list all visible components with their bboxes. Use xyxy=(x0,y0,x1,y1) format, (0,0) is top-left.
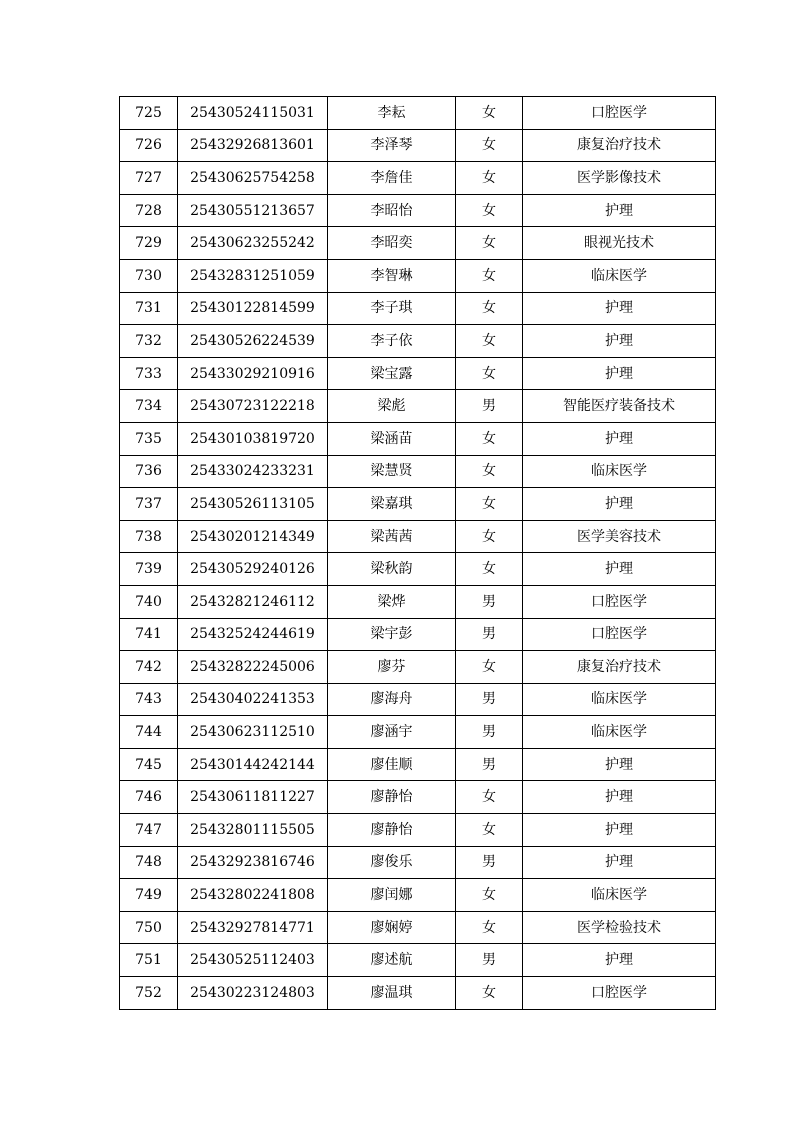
cell-name: 廖涵宇 xyxy=(328,716,456,749)
cell-number: 746 xyxy=(120,781,178,814)
cell-gender: 男 xyxy=(456,618,523,651)
cell-number: 742 xyxy=(120,651,178,684)
cell-name: 梁涵苗 xyxy=(328,422,456,455)
cell-exam-id: 25430525112403 xyxy=(178,944,328,977)
cell-number: 743 xyxy=(120,683,178,716)
cell-number: 750 xyxy=(120,911,178,944)
cell-exam-id: 25430103819720 xyxy=(178,422,328,455)
cell-exam-id: 25430611811227 xyxy=(178,781,328,814)
cell-number: 741 xyxy=(120,618,178,651)
cell-gender: 女 xyxy=(456,97,523,130)
cell-major: 医学影像技术 xyxy=(523,162,716,195)
table-row xyxy=(120,846,716,879)
cell-name: 李子依 xyxy=(328,325,456,358)
cell-major: 医学检验技术 xyxy=(523,911,716,944)
table-row xyxy=(120,227,716,260)
cell-gender: 女 xyxy=(456,259,523,292)
cell-exam-id: 25430623112510 xyxy=(178,716,328,749)
cell-major: 临床医学 xyxy=(523,683,716,716)
table-row xyxy=(120,683,716,716)
cell-gender: 女 xyxy=(456,357,523,390)
cell-major: 口腔医学 xyxy=(523,618,716,651)
cell-name: 廖闰娜 xyxy=(328,879,456,912)
table-row xyxy=(120,651,716,684)
cell-number: 729 xyxy=(120,227,178,260)
cell-name: 廖佳顺 xyxy=(328,748,456,781)
cell-exam-id: 25430526113105 xyxy=(178,488,328,521)
cell-major: 康复治疗技术 xyxy=(523,129,716,162)
table-row xyxy=(120,716,716,749)
cell-number: 734 xyxy=(120,390,178,423)
cell-name: 廖述航 xyxy=(328,944,456,977)
table-row xyxy=(120,422,716,455)
cell-number: 726 xyxy=(120,129,178,162)
cell-number: 735 xyxy=(120,422,178,455)
cell-major: 康复治疗技术 xyxy=(523,651,716,684)
cell-number: 747 xyxy=(120,814,178,847)
cell-major: 护理 xyxy=(523,194,716,227)
cell-exam-id: 25433024233231 xyxy=(178,455,328,488)
cell-number: 739 xyxy=(120,553,178,586)
cell-name: 廖静怡 xyxy=(328,814,456,847)
cell-gender: 女 xyxy=(456,911,523,944)
cell-number: 725 xyxy=(120,97,178,130)
table-row xyxy=(120,162,716,195)
cell-exam-id: 25430122814599 xyxy=(178,292,328,325)
cell-gender: 女 xyxy=(456,129,523,162)
cell-exam-id: 25430223124803 xyxy=(178,977,328,1010)
cell-major: 医学美容技术 xyxy=(523,520,716,553)
cell-name: 李昭怡 xyxy=(328,194,456,227)
table-row xyxy=(120,977,716,1010)
table-row xyxy=(120,553,716,586)
cell-gender: 男 xyxy=(456,683,523,716)
cell-major: 护理 xyxy=(523,292,716,325)
cell-exam-id: 25430402241353 xyxy=(178,683,328,716)
cell-gender: 男 xyxy=(456,716,523,749)
cell-major: 护理 xyxy=(523,781,716,814)
cell-exam-id: 25430526224539 xyxy=(178,325,328,358)
cell-major: 护理 xyxy=(523,422,716,455)
cell-gender: 女 xyxy=(456,781,523,814)
table-row xyxy=(120,455,716,488)
table-row xyxy=(120,781,716,814)
cell-number: 733 xyxy=(120,357,178,390)
cell-gender: 男 xyxy=(456,846,523,879)
cell-name: 廖芬 xyxy=(328,651,456,684)
cell-gender: 女 xyxy=(456,651,523,684)
cell-major: 护理 xyxy=(523,488,716,521)
cell-name: 李耘 xyxy=(328,97,456,130)
cell-number: 737 xyxy=(120,488,178,521)
cell-major: 护理 xyxy=(523,748,716,781)
cell-number: 748 xyxy=(120,846,178,879)
cell-major: 口腔医学 xyxy=(523,97,716,130)
cell-exam-id: 25432821246112 xyxy=(178,585,328,618)
cell-name: 廖温琪 xyxy=(328,977,456,1010)
cell-exam-id: 25430625754258 xyxy=(178,162,328,195)
cell-exam-id: 25432524244619 xyxy=(178,618,328,651)
cell-exam-id: 25432801115505 xyxy=(178,814,328,847)
cell-number: 732 xyxy=(120,325,178,358)
table-row xyxy=(120,585,716,618)
table-row xyxy=(120,879,716,912)
cell-number: 749 xyxy=(120,879,178,912)
cell-exam-id: 25433029210916 xyxy=(178,357,328,390)
cell-major: 口腔医学 xyxy=(523,585,716,618)
cell-exam-id: 25432923816746 xyxy=(178,846,328,879)
cell-gender: 女 xyxy=(456,325,523,358)
cell-exam-id: 25430529240126 xyxy=(178,553,328,586)
cell-major: 护理 xyxy=(523,944,716,977)
cell-number: 744 xyxy=(120,716,178,749)
cell-major: 护理 xyxy=(523,325,716,358)
cell-gender: 女 xyxy=(456,422,523,455)
cell-gender: 女 xyxy=(456,520,523,553)
cell-number: 728 xyxy=(120,194,178,227)
cell-exam-id: 25430723122218 xyxy=(178,390,328,423)
cell-gender: 女 xyxy=(456,227,523,260)
cell-name: 廖娴婷 xyxy=(328,911,456,944)
cell-gender: 女 xyxy=(456,814,523,847)
cell-gender: 男 xyxy=(456,390,523,423)
cell-name: 梁慧贤 xyxy=(328,455,456,488)
cell-name: 李子琪 xyxy=(328,292,456,325)
cell-gender: 男 xyxy=(456,944,523,977)
table-row xyxy=(120,292,716,325)
cell-major: 临床医学 xyxy=(523,879,716,912)
cell-number: 731 xyxy=(120,292,178,325)
cell-gender: 男 xyxy=(456,585,523,618)
table-row xyxy=(120,911,716,944)
cell-name: 梁宇彭 xyxy=(328,618,456,651)
table-row xyxy=(120,97,716,130)
cell-name: 李智琳 xyxy=(328,259,456,292)
cell-name: 廖海舟 xyxy=(328,683,456,716)
table-row xyxy=(120,618,716,651)
cell-exam-id: 25430524115031 xyxy=(178,97,328,130)
cell-name: 廖俊乐 xyxy=(328,846,456,879)
cell-major: 临床医学 xyxy=(523,259,716,292)
cell-number: 738 xyxy=(120,520,178,553)
cell-number: 745 xyxy=(120,748,178,781)
cell-number: 736 xyxy=(120,455,178,488)
cell-name: 李詹佳 xyxy=(328,162,456,195)
cell-major: 临床医学 xyxy=(523,716,716,749)
table-row xyxy=(120,390,716,423)
table-row xyxy=(120,488,716,521)
cell-major: 眼视光技术 xyxy=(523,227,716,260)
cell-number: 730 xyxy=(120,259,178,292)
cell-major: 护理 xyxy=(523,814,716,847)
student-roster-table xyxy=(119,96,716,1010)
cell-gender: 男 xyxy=(456,748,523,781)
table-row xyxy=(120,357,716,390)
cell-gender: 女 xyxy=(456,488,523,521)
cell-number: 727 xyxy=(120,162,178,195)
cell-exam-id: 25430551213657 xyxy=(178,194,328,227)
cell-name: 廖静怡 xyxy=(328,781,456,814)
cell-exam-id: 25432831251059 xyxy=(178,259,328,292)
cell-major: 口腔医学 xyxy=(523,977,716,1010)
cell-name: 梁秋韵 xyxy=(328,553,456,586)
cell-exam-id: 25432802241808 xyxy=(178,879,328,912)
cell-exam-id: 25432822245006 xyxy=(178,651,328,684)
table-row xyxy=(120,748,716,781)
cell-major: 智能医疗装备技术 xyxy=(523,390,716,423)
cell-gender: 女 xyxy=(456,194,523,227)
table-row xyxy=(120,129,716,162)
cell-number: 751 xyxy=(120,944,178,977)
cell-name: 梁宝露 xyxy=(328,357,456,390)
roster-body xyxy=(120,97,716,1010)
cell-name: 梁茜茜 xyxy=(328,520,456,553)
cell-name: 梁烨 xyxy=(328,585,456,618)
cell-exam-id: 25430144242144 xyxy=(178,748,328,781)
cell-gender: 女 xyxy=(456,879,523,912)
cell-major: 护理 xyxy=(523,553,716,586)
cell-gender: 女 xyxy=(456,455,523,488)
cell-name: 李泽琴 xyxy=(328,129,456,162)
table-row xyxy=(120,259,716,292)
cell-gender: 女 xyxy=(456,162,523,195)
cell-major: 护理 xyxy=(523,846,716,879)
cell-gender: 女 xyxy=(456,292,523,325)
cell-gender: 女 xyxy=(456,977,523,1010)
cell-exam-id: 25432927814771 xyxy=(178,911,328,944)
cell-major: 护理 xyxy=(523,357,716,390)
cell-name: 梁彪 xyxy=(328,390,456,423)
cell-number: 740 xyxy=(120,585,178,618)
cell-exam-id: 25432926813601 xyxy=(178,129,328,162)
table-row xyxy=(120,194,716,227)
cell-name: 李昭奕 xyxy=(328,227,456,260)
cell-name: 梁嘉琪 xyxy=(328,488,456,521)
table-row xyxy=(120,814,716,847)
cell-exam-id: 25430201214349 xyxy=(178,520,328,553)
cell-exam-id: 25430623255242 xyxy=(178,227,328,260)
cell-major: 临床医学 xyxy=(523,455,716,488)
table-row xyxy=(120,520,716,553)
table-row xyxy=(120,325,716,358)
cell-number: 752 xyxy=(120,977,178,1010)
table-row xyxy=(120,944,716,977)
cell-gender: 女 xyxy=(456,553,523,586)
